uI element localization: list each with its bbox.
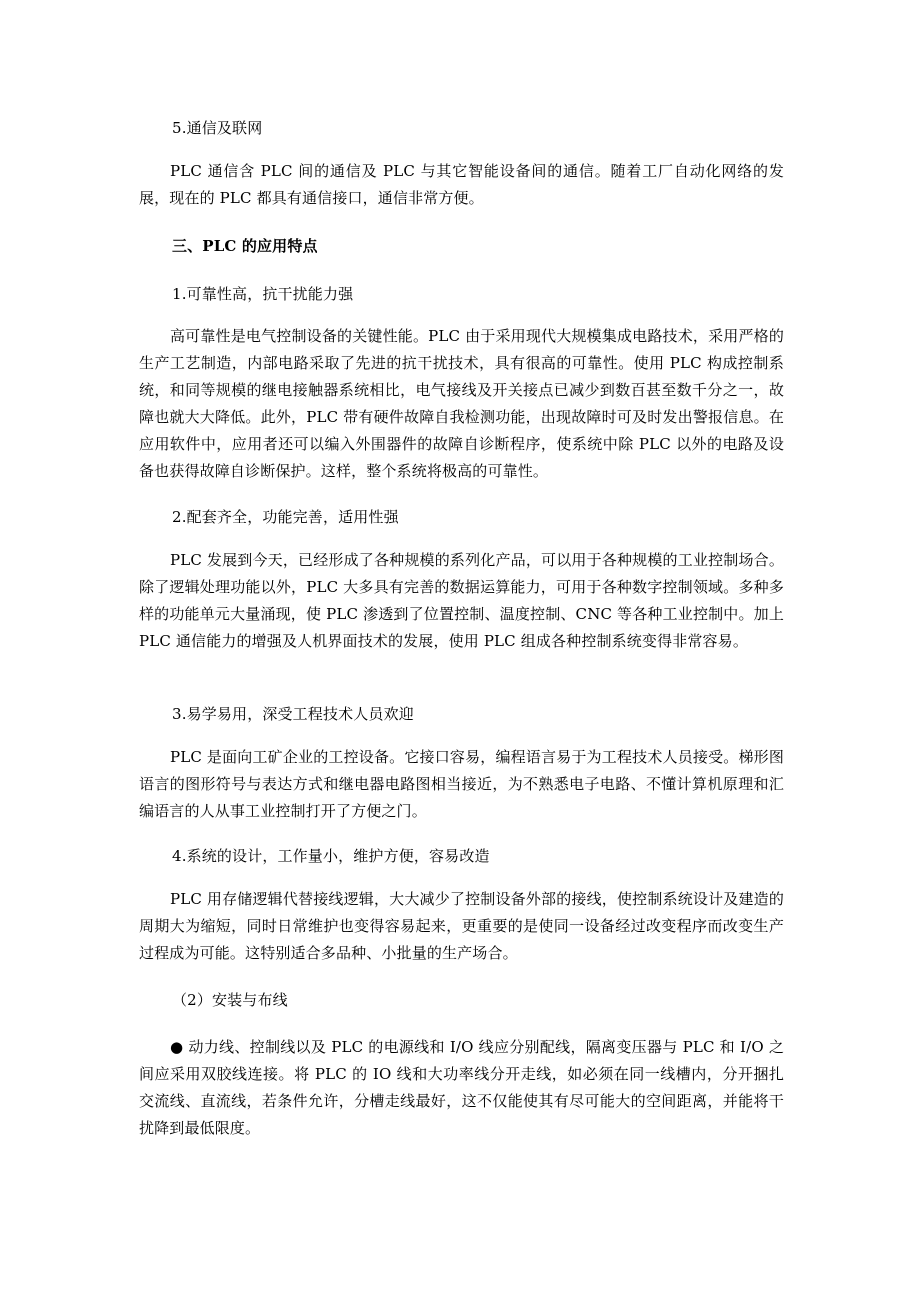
paragraph-reliability: 高可靠性是电气控制设备的关键性能。PLC 由于采用现代大规模集成电路技术，采用严格的生产工艺制造，内部电路采取了先进的抗干扰技术，具有很高的可靠性。使用 PLC 构成控制系统，和同等规模的继电接触器系统相比，电气接线及开关接点已减少到数百甚至数千分之一，故障也就大大降低。此外，PLC 带有硬件故障自我检测功能，出现故障时可及时发出警报信息。在应用软件中，应用者还可以编入外围器件的故障自诊断程序，使系统中除 PLC 以外的电路及设备也获得故障自诊断保护。这样，整个系统将极高的可靠性。 [139,327,784,480]
section-heading-plc-features: 三、PLC 的应用特点 [172,237,318,255]
heading-ease-of-use: 3.易学易用，深受工程技术人员欢迎 [172,705,414,723]
heading-installation-wiring: （2）安装与布线 [172,991,288,1009]
paragraph-communication: PLC 通信含 PLC 间的通信及 PLC 与其它智能设备间的通信。随着工厂自动化网络的发展，现在的 PLC 都具有通信接口，通信非常方便。 [139,162,784,207]
paragraph-completeness: PLC 发展到今天，已经形成了各种规模的系列化产品，可以用于各种规模的工业控制场合。除了逻辑处理功能以外，PLC 大多具有完善的数据运算能力，可用于各种数字控制领域。多种多样的功能单元大量涌现，使 PLC 渗透到了位置控制、温度控制、CNC 等各种工业控制中。加上 PLC 通信能力的增强及人机界面技术的发展，使用 PLC 组成各种控制系统变得非常容易。 [139,551,784,650]
heading-communication: 5.通信及联网 [172,119,263,137]
paragraph-ease-of-use: PLC 是面向工矿企业的工控设备。它接口容易，编程语言易于为工程技术人员接受。梯形图语言的图形符号与表达方式和继电器电路图相当接近，为不熟悉电子电路、不懂计算机原理和汇编语言的人从事工业控制打开了方便之门。 [139,748,784,820]
bullet-paragraph-wiring: ● 动力线、控制线以及 PLC 的电源线和 I/O 线应分别配线，隔离变压器与 PLC 和 I/O 之间应采用双胶线连接。将 PLC 的 IO 线和大功率线分开走线，如必须在同一线槽内，分开捆扎交流线、直流线，若条件允许，分槽走线最好，这不仅能使其有尽可能大的空间距离，并能将干扰降到最低限度。 [139,1038,784,1137]
heading-system-design: 4.系统的设计，工作量小，维护方便，容易改造 [172,847,490,865]
heading-completeness: 2.配套齐全，功能完善，适用性强 [172,508,399,526]
paragraph-system-design: PLC 用存储逻辑代替接线逻辑，大大减少了控制设备外部的接线，使控制系统设计及建造的周期大为缩短，同时日常维护也变得容易起来，更重要的是使同一设备经过改变程序而改变生产过程成为可能。这特别适合多品种、小批量的生产场合。 [139,890,784,962]
heading-reliability: 1.可靠性高，抗干扰能力强 [172,285,354,303]
